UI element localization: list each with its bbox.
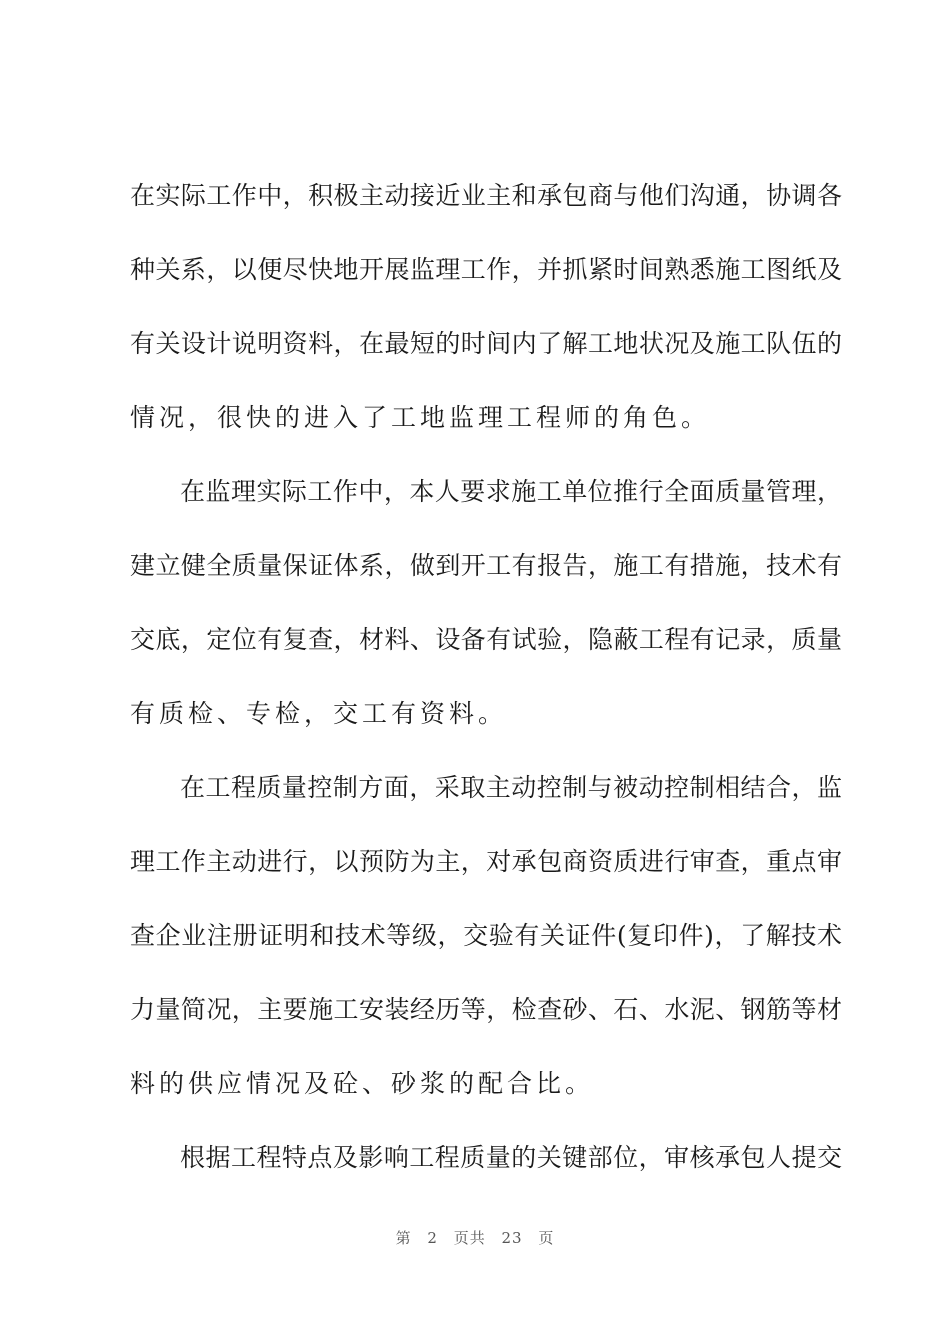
text-line: 交底，定位有复查，材料、设备有试验，隐蔽工程有记录，质量 xyxy=(130,625,842,654)
footer-total-pages: 23 xyxy=(501,1229,523,1247)
footer-prefix: 第 xyxy=(395,1229,412,1247)
text-line: 情况，很快的进入了工地监理工程师的角色。 xyxy=(130,403,711,432)
text-line: 理工作主动进行，以预防为主，对承包商资质进行审查，重点审 xyxy=(130,847,842,876)
footer-suffix: 页 xyxy=(538,1229,555,1247)
text-line: 有关设计说明资料，在最短的时间内了解工地状况及施工队伍的 xyxy=(130,329,842,358)
text-line: 查企业注册证明和技术等级，交验有关证件(复印件)，了解技术 xyxy=(130,921,842,950)
text-line: 有质检、专检，交工有资料。 xyxy=(130,699,508,728)
paragraph-first-line: 在监理实际工作中，本人要求施工单位推行全面质量管理， xyxy=(180,477,842,506)
text-line: 在实际工作中，积极主动接近业主和承包商与他们沟通，协调各 xyxy=(130,181,842,210)
page-footer xyxy=(0,1228,950,1248)
text-line: 料的供应情况及砼、砂浆的配合比。 xyxy=(130,1069,595,1098)
footer-current-page: 2 xyxy=(427,1229,438,1247)
paragraph-first-line: 在工程质量控制方面，采取主动控制与被动控制相结合，监 xyxy=(180,773,842,802)
text-line: 力量简况，主要施工安装经历等，检查砂、石、水泥、钢筋等材 xyxy=(130,995,842,1024)
footer-middle: 页共 xyxy=(453,1229,486,1247)
paragraph-first-line: 根据工程特点及影响工程质量的关键部位，审核承包人提交 xyxy=(180,1143,842,1172)
text-line: 建立健全质量保证体系，做到开工有报告，施工有措施，技术有 xyxy=(130,551,842,580)
text-line: 种关系，以便尽快地开展监理工作，并抓紧时间熟悉施工图纸及 xyxy=(130,255,842,284)
